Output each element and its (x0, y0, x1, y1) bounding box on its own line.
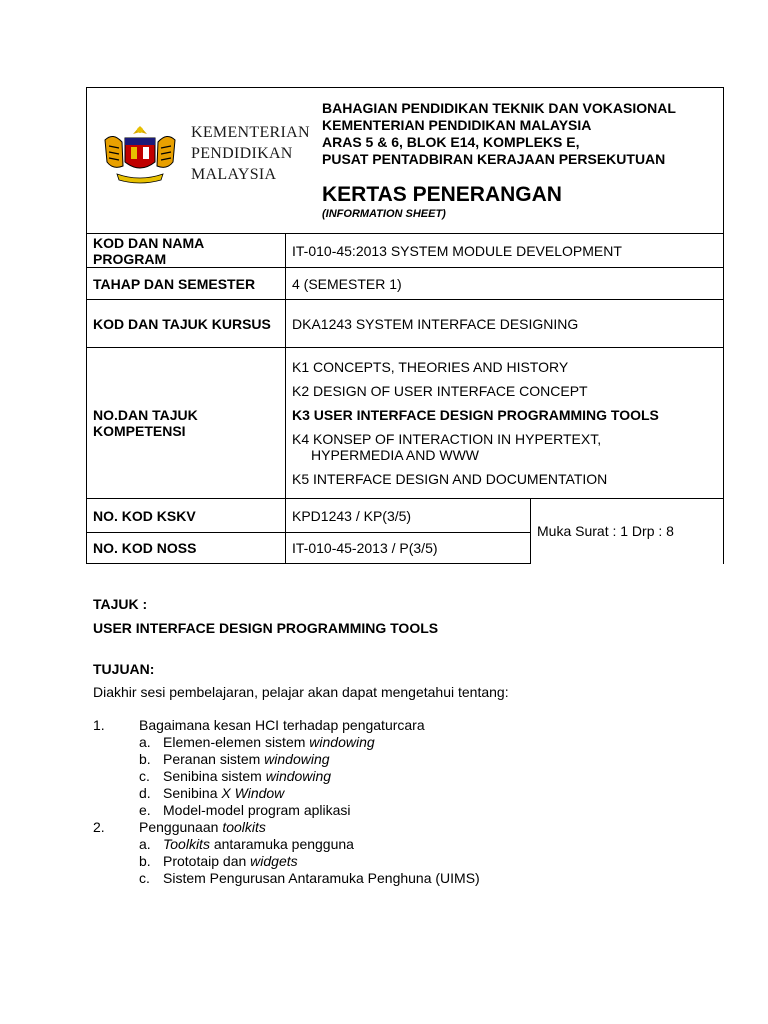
kskv-value: KPD1243 / KP(3/5) (286, 499, 531, 533)
ministry-name-line2: PENDIDIKAN (191, 145, 293, 162)
tahap-label: TAHAP DAN SEMESTER (87, 268, 286, 300)
sub-item: c. Senibina sistem windowing (139, 768, 332, 784)
kompetensi-item: K5 INTERFACE DESIGN AND DOCUMENTATION (292, 471, 608, 487)
kompetensi-item: K3 USER INTERFACE DESIGN PROGRAMMING TOOLS (292, 407, 659, 423)
noss-label: NO. KOD NOSS (87, 533, 286, 564)
address-line: BAHAGIAN PENDIDIKAN TEKNIK DAN VOKASIONAL (322, 100, 676, 116)
header-cell (87, 88, 724, 234)
kompetensi-item: K2 DESIGN OF USER INTERFACE CONCEPT (292, 383, 588, 399)
sub-item: b. Peranan sistem windowing (139, 751, 330, 767)
sub-item: a. Toolkits antaramuka pengguna (139, 836, 354, 852)
sheet-subtitle: (INFORMATION SHEET) (322, 208, 446, 220)
objective-item (93, 717, 713, 734)
tajuk-value: USER INTERFACE DESIGN PROGRAMMING TOOLS (93, 620, 439, 636)
header-table (86, 87, 724, 564)
sub-item: c. Sistem Pengurusan Antaramuka Penghuna (UIMS) (139, 870, 480, 886)
kompetensi-item-continued: HYPERMEDIA AND WWW (311, 447, 480, 463)
kskv-label: NO. KOD KSKV (87, 499, 286, 533)
kompetensi-item: K4 KONSEP OF INTERACTION IN HYPERTEXT, (292, 431, 602, 447)
address-line: KEMENTERIAN PENDIDIKAN MALAYSIA (322, 117, 592, 133)
objective-number: 2. (93, 819, 105, 835)
tajuk-label: TAJUK : (93, 596, 148, 612)
objective-text: Bagaimana kesan HCI terhadap pengaturcara (139, 717, 425, 733)
kursus-label: KOD DAN TAJUK KURSUS (87, 300, 286, 348)
objective-item: 2. Penggunaan toolkits (93, 819, 266, 835)
content-body (93, 596, 713, 887)
ministry-name-line1: KEMENTERIAN (191, 124, 310, 141)
address-line: ARAS 5 & 6, BLOK E14, KOMPLEKS E, (322, 134, 580, 150)
ministry-name (191, 122, 310, 185)
noss-value: IT-010-45-2013 / P(3/5) (286, 533, 531, 564)
sub-item: a. Elemen-elemen sistem windowing (139, 734, 375, 750)
coat-of-arms-icon (95, 122, 185, 188)
tahap-value: 4 (SEMESTER 1) (286, 268, 724, 300)
address-block (322, 100, 676, 168)
objective-number: 1. (93, 717, 105, 733)
tujuan-label: TUJUAN: (93, 661, 155, 677)
sub-item: b. Prototaip dan widgets (139, 853, 298, 869)
sub-item: d. Senibina X Window (139, 785, 285, 801)
ministry-name-line3: MALAYSIA (191, 166, 277, 183)
kompetensi-label: NO.DAN TAJUK KOMPETENSI (87, 348, 286, 499)
tujuan-intro: Diakhir sesi pembelajaran, pelajar akan dapat mengetahui tentang: (93, 684, 509, 700)
address-line: PUSAT PENTADBIRAN KERAJAAN PERSEKUTUAN (322, 151, 666, 167)
sub-item: e. Model-model program aplikasi (139, 802, 351, 818)
objective-text: Penggunaan (139, 819, 223, 835)
program-value: IT-010-45:2013 SYSTEM MODULE DEVELOPMENT (286, 234, 724, 268)
muka-surat: Muka Surat : 1 Drp : 8 (531, 499, 724, 564)
kompetensi-item: K1 CONCEPTS, THEORIES AND HISTORY (292, 359, 569, 375)
ministry-logo (95, 122, 310, 188)
kompetensi-list (286, 348, 724, 499)
program-label: KOD DAN NAMA PROGRAM (87, 234, 286, 268)
kursus-value: DKA1243 SYSTEM INTERFACE DESIGNING (286, 300, 724, 348)
sheet-title: KERTAS PENERANGAN (322, 183, 562, 206)
